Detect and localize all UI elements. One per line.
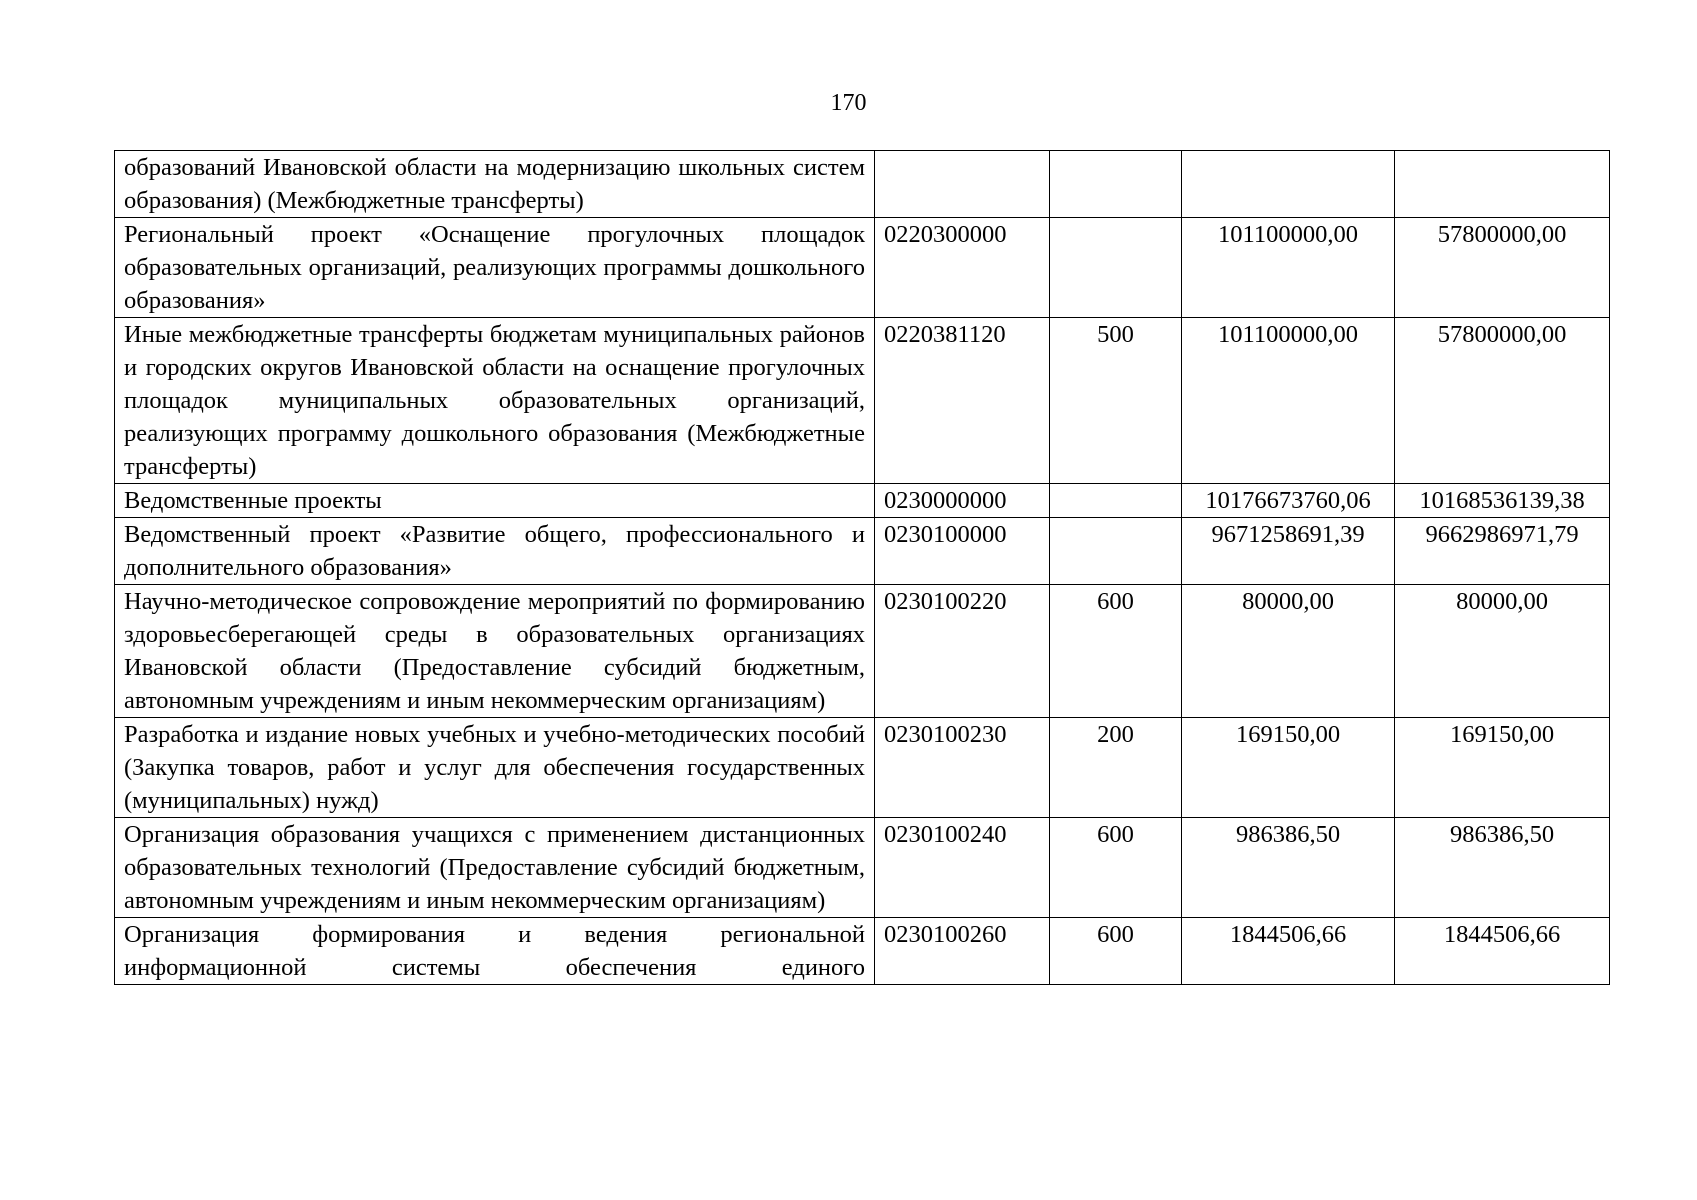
- row-expense-type-code: [1050, 484, 1182, 518]
- row-target-article-code: 0230100220: [875, 585, 1050, 718]
- row-target-article-code: 0230100240: [875, 818, 1050, 918]
- row-target-article-code: 0230100230: [875, 718, 1050, 818]
- row-target-article-code: 0230100000: [875, 518, 1050, 585]
- page-number: 170: [830, 90, 867, 116]
- row-expense-type-code: [1050, 518, 1182, 585]
- row-amount-year-1: 1844506,66: [1182, 918, 1395, 985]
- row-name: Региональный проект «Оснащение прогулочных площадок образовательных организаций, реализующих программы дошкольного образования»: [115, 218, 875, 318]
- table-row: [115, 718, 1610, 818]
- row-amount-year-2: 57800000,00: [1395, 318, 1610, 484]
- row-name: Ведомственные проекты: [115, 484, 875, 518]
- row-amount-year-1: 101100000,00: [1182, 218, 1395, 318]
- row-amount-year-2: 10168536139,38: [1395, 484, 1610, 518]
- row-name: Иные межбюджетные трансферты бюджетам муниципальных районов и городских округов Ивановской области на оснащение прогулочных площадок муниципальных образовательных организаций, реализующих программу дошкольного образования (Межбюджетные трансферты): [115, 318, 875, 484]
- row-amount-year-1: 9671258691,39: [1182, 518, 1395, 585]
- row-name: Ведомственный проект «Развитие общего, профессионального и дополнительного образования»: [115, 518, 875, 585]
- row-amount-year-2: 1844506,66: [1395, 918, 1610, 985]
- row-expense-type-code: 600: [1050, 918, 1182, 985]
- row-target-article-code: 0220381120: [875, 318, 1050, 484]
- row-name: образований Ивановской области на модернизацию школьных систем образования) (Межбюджетные трансферты): [115, 151, 875, 218]
- row-amount-year-2: 986386,50: [1395, 818, 1610, 918]
- row-expense-type-code: 600: [1050, 818, 1182, 918]
- table-row: [115, 918, 1610, 985]
- row-name: Организация формирования и ведения региональной информационной системы обеспечения единого: [115, 918, 875, 985]
- row-expense-type-code: 500: [1050, 318, 1182, 484]
- table-row: [115, 484, 1610, 518]
- row-expense-type-code: [1050, 218, 1182, 318]
- table-row: [115, 151, 1610, 218]
- row-name: Разработка и издание новых учебных и учебно-методических пособий (Закупка товаров, работ и услуг для обеспечения государственных (муниципальных) нужд): [115, 718, 875, 818]
- row-target-article-code: 0230000000: [875, 484, 1050, 518]
- row-expense-type-code: [1050, 151, 1182, 218]
- row-name: Научно-методическое сопровождение мероприятий по формированию здоровьесберегающей среды в образовательных организациях Ивановской области (Предоставление субсидий бюджетным, автономным учреждениям и иным некоммерческим организациям): [115, 585, 875, 718]
- row-amount-year-2: 80000,00: [1395, 585, 1610, 718]
- row-amount-year-2: 57800000,00: [1395, 218, 1610, 318]
- table-row: [115, 818, 1610, 918]
- row-amount-year-1: 169150,00: [1182, 718, 1395, 818]
- row-name: Организация образования учащихся с применением дистанционных образовательных технологий (Предоставление субсидий бюджетным, автономным учреждениям и иным некоммерческим организациям): [115, 818, 875, 918]
- table-row: [115, 318, 1610, 484]
- row-amount-year-1: 10176673760,06: [1182, 484, 1395, 518]
- budget-table: [114, 150, 1610, 985]
- row-amount-year-1: [1182, 151, 1395, 218]
- row-amount-year-2: 9662986971,79: [1395, 518, 1610, 585]
- row-amount-year-1: 101100000,00: [1182, 318, 1395, 484]
- table-row: [115, 585, 1610, 718]
- table-row: [115, 518, 1610, 585]
- row-amount-year-2: [1395, 151, 1610, 218]
- table-row: [115, 218, 1610, 318]
- row-target-article-code: 0220300000: [875, 218, 1050, 318]
- row-expense-type-code: 600: [1050, 585, 1182, 718]
- row-amount-year-1: 80000,00: [1182, 585, 1395, 718]
- row-amount-year-2: 169150,00: [1395, 718, 1610, 818]
- row-target-article-code: [875, 151, 1050, 218]
- row-target-article-code: 0230100260: [875, 918, 1050, 985]
- row-amount-year-1: 986386,50: [1182, 818, 1395, 918]
- row-expense-type-code: 200: [1050, 718, 1182, 818]
